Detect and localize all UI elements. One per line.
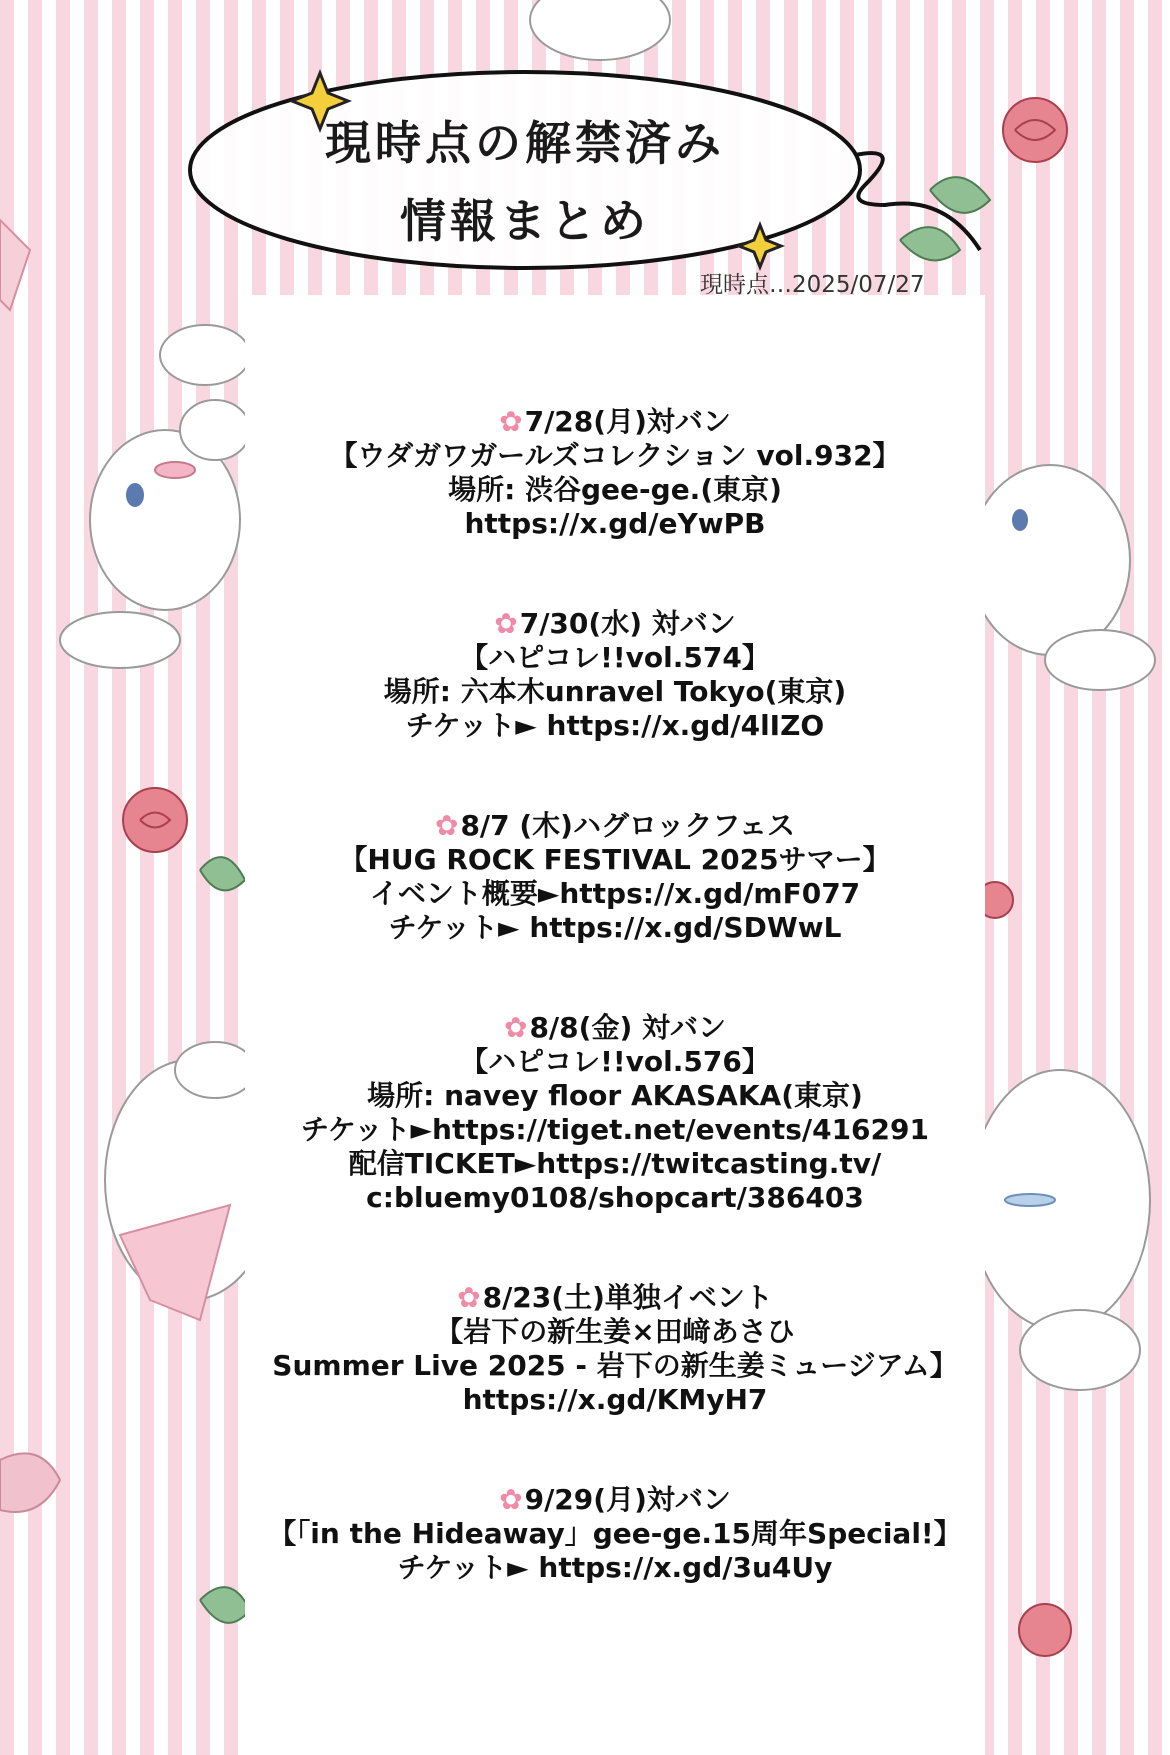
event-link[interactable]: [225, 709, 1005, 743]
event-link[interactable]: [225, 911, 1005, 945]
event-line-text: 8/8(金) 対バン: [529, 1011, 726, 1044]
page-title-line-1: 現時点の解禁済み: [325, 116, 725, 170]
ribbon-icon: [0, 1453, 60, 1512]
event-line-text: 【「in the Hideaway」gee-ge.15周年Special!】: [268, 1517, 962, 1550]
event-line-text: 場所: navey floor AKASAKA(東京): [367, 1079, 863, 1112]
event-date: [225, 1011, 1005, 1045]
event-item: [225, 1483, 1005, 1585]
event-list: [225, 405, 1005, 1651]
event-detail: [225, 473, 1005, 507]
event-line-text: 【ハピコレ!!vol.576】: [460, 1045, 770, 1078]
page-title-line-2: 情報まとめ: [400, 194, 650, 248]
event-line-text: チケット► https://x.gd/3u4Uy: [397, 1551, 833, 1584]
event-line-text: 【HUG ROCK FESTIVAL 2025サマー】: [339, 843, 891, 876]
event-detail: [225, 1315, 1005, 1349]
cherry-blossom-icon: ✿: [494, 607, 518, 640]
event-line-text: 8/7 (木)ハグロックフェス: [460, 809, 796, 842]
cherry-blossom-icon: ✿: [503, 1011, 528, 1044]
event-link[interactable]: [225, 1147, 1005, 1181]
event-detail: [225, 1349, 1005, 1383]
event-detail: [225, 843, 1005, 877]
event-line-text: 【岩下の新生姜×田﨑あさひ: [435, 1315, 795, 1348]
event-line-text: 7/28(月)対バン: [524, 405, 731, 438]
event-link[interactable]: [225, 1383, 1005, 1417]
event-detail: [225, 1181, 1005, 1215]
event-date: [225, 607, 1005, 641]
event-line-text: チケット► https://x.gd/SDWwL: [388, 911, 842, 944]
bow-icon: [155, 462, 195, 478]
cherry-blossom-icon: ✿: [499, 405, 523, 438]
event-item: [225, 809, 1005, 945]
cherry-blossom-icon: ✿: [457, 1281, 481, 1314]
bunny-ear-icon: [1005, 1194, 1055, 1206]
event-line-text: c:bluemy0108/shopcart/386403: [366, 1181, 864, 1214]
title-banner: [185, 45, 1055, 295]
event-item: [225, 1281, 1005, 1417]
event-line-text: チケット► https://x.gd/4lIZO: [405, 709, 825, 742]
ribbon-icon: [120, 1205, 230, 1320]
event-link[interactable]: [225, 1113, 1005, 1147]
rose-icon: [1019, 1604, 1071, 1656]
event-line-text: 9/29(月)対バン: [524, 1483, 731, 1516]
bunny-illustration: [60, 325, 250, 668]
event-line-text: 場所: 六本木unravel Tokyo(東京): [383, 675, 847, 708]
event-detail: [225, 439, 1005, 473]
event-link[interactable]: [225, 507, 1005, 541]
event-line-text: 8/23(土)単独イベント: [482, 1281, 773, 1314]
event-detail: [225, 675, 1005, 709]
event-line-text: https://x.gd/eYwPB: [464, 507, 766, 540]
event-date: [225, 1281, 1005, 1315]
event-item: [225, 405, 1005, 541]
event-line-text: 配信TICKET►https://twitcasting.tv/: [348, 1147, 882, 1180]
cherry-blossom-icon: ✿: [434, 809, 459, 842]
bunny-eye-icon: [126, 483, 144, 507]
event-detail: [225, 641, 1005, 675]
ribbon-icon: [0, 220, 30, 310]
event-item: [225, 607, 1005, 743]
event-line-text: チケット►https://tiget.net/events/416291: [301, 1113, 929, 1146]
event-date: [225, 1483, 1005, 1517]
event-line-text: 【ハピコレ!!vol.574】: [460, 641, 770, 674]
event-date: [225, 405, 1005, 439]
event-line-text: 7/30(水) 対バン: [519, 607, 736, 640]
event-link[interactable]: [225, 1551, 1005, 1585]
event-link[interactable]: [225, 877, 1005, 911]
event-line-text: 場所: 渋谷gee-ge.(東京): [448, 473, 782, 506]
event-detail: [225, 1045, 1005, 1079]
event-line-text: イベント概要►https://x.gd/mF077: [369, 877, 861, 910]
event-date: [225, 809, 1005, 843]
as-of-date: 現時点…2025/07/27: [700, 272, 925, 298]
event-detail: [225, 1517, 1005, 1551]
event-line-text: 【ウダガワガールズコレクション vol.932】: [329, 439, 901, 472]
cherry-blossom-icon: ✿: [499, 1483, 523, 1516]
event-detail: [225, 1079, 1005, 1113]
bunny-eye-icon: [1012, 509, 1028, 531]
event-line-text: Summer Live 2025 - 岩下の新生姜ミュージアム】: [272, 1349, 958, 1382]
event-line-text: https://x.gd/KMyH7: [462, 1383, 768, 1416]
event-item: [225, 1011, 1005, 1215]
